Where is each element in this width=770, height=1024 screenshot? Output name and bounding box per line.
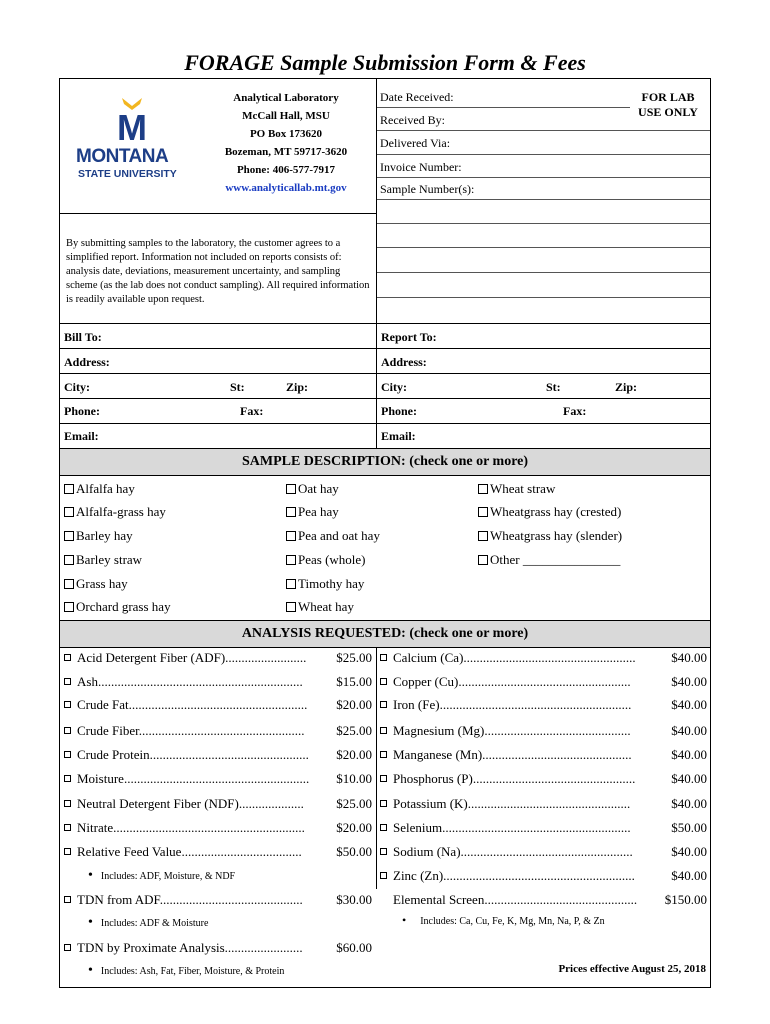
sample-wheat-hay[interactable]: Wheat hay [286,599,354,615]
analysis-ash[interactable]: Ash............................................................... $15.00 [64,674,372,690]
divider [60,398,710,399]
checkbox[interactable] [380,775,387,782]
analysis-tdn-from-adf[interactable]: TDN from ADF............................................ $30.00 [64,892,372,908]
checkbox[interactable] [286,579,296,589]
report-city-label: City: [381,380,407,394]
tdn-proximate-includes-note: • Includes: Ash, Fat, Fiber, Moisture, & Protein [88,963,285,978]
checkbox[interactable] [64,751,71,758]
report-phone-label: Phone: [381,404,417,418]
checkbox[interactable] [64,944,71,951]
lab-address [200,89,372,197]
sample-alfalfa-grass-hay[interactable]: Alfalfa-grass hay [64,504,166,520]
checkbox[interactable] [380,824,387,831]
checkbox[interactable] [380,701,387,708]
field-line [377,107,630,108]
checkbox[interactable] [64,701,71,708]
analysis-crude-fat[interactable]: Crude Fat....................................................... $20.00 [64,697,372,713]
field-line [377,199,710,200]
lab-website-link[interactable]: www.analyticallab.mt.gov [225,182,347,194]
analysis-moisture[interactable]: Moisture......................................................... $10.00 [64,771,372,787]
analysis-zinc[interactable]: Zinc (Zn)........................................................... $40.00 [380,868,707,884]
report-state-label: St: [546,380,561,394]
field-line [377,130,710,131]
prices-effective-note: Prices effective August 25, 2018 [558,963,706,975]
bill-email-label: Email: [64,429,99,443]
analysis-tdn-proximate[interactable]: TDN by Proximate Analysis........................ $60.00 [64,940,372,956]
analysis-copper[interactable]: Copper (Cu)..................................................... $40.00 [380,674,707,690]
sample-barley-straw[interactable]: Barley straw [64,552,142,568]
sample-orchard-grass-hay[interactable]: Orchard grass hay [64,599,171,615]
analysis-iron[interactable]: Iron (Fe)........................................................... $40.00 [380,697,707,713]
report-address-label: Address: [381,355,427,369]
bill-city-label: City: [64,380,90,394]
divider [60,348,710,349]
checkbox[interactable] [64,531,74,541]
checkbox[interactable] [64,727,71,734]
analysis-adf[interactable]: Acid Detergent Fiber (ADF)......................... $25.00 [64,650,372,666]
checkbox[interactable] [380,800,387,807]
sample-peas-whole[interactable]: Peas (whole) [286,552,366,568]
analysis-requested-heading: ANALYSIS REQUESTED: (check one or more) [60,620,710,648]
checkbox[interactable] [380,678,387,685]
rfv-includes-note: • Includes: ADF, Moisture, & NDF [88,868,236,883]
lab-phone: Phone: 406-577-7917 [236,164,336,176]
field-line [377,223,710,224]
tdn-adf-includes-note: • Includes: ADF & Moisture [88,915,209,930]
checkbox[interactable] [64,775,71,782]
checkbox[interactable] [64,848,71,855]
checkbox[interactable] [64,579,74,589]
bill-fax-label: Fax: [240,404,264,418]
checkbox[interactable] [478,484,488,494]
checkbox[interactable] [380,654,387,661]
report-to-label: Report To: [381,330,437,344]
analysis-calcium[interactable]: Calcium (Ca)..................................................... $40.00 [380,650,707,666]
checkbox[interactable] [380,727,387,734]
contact-divider [376,324,377,448]
sample-other[interactable]: Other _______________ [478,552,620,568]
checkbox[interactable] [64,602,74,612]
form-title: FORAGE Sample Submission Form & Fees [184,50,586,75]
sample-description-heading: SAMPLE DESCRIPTION: (check one or more) [60,448,710,476]
received-by-label: Received By: [380,113,445,127]
sample-grass-hay[interactable]: Grass hay [64,576,128,592]
bill-to-label: Bill To: [64,330,102,344]
for-lab-use-only: FOR LAB USE ONLY [638,90,698,119]
analysis-manganese[interactable]: Manganese (Mn).............................................. $40.00 [380,747,707,763]
analysis-crude-protein[interactable]: Crude Protein................................................. $20.00 [64,747,372,763]
disclaimer-text: By submitting samples to the laboratory, the customer agrees to a simplified report. Information not included on reports consists of: analysis date, deviations, measurement uncertainty, and sampling scheme (as the lab does not conduct sampling). All required information is readily available upon request. [66,238,370,305]
lab-name: Analytical Laboratory [233,92,339,104]
sample-timothy-hay[interactable]: Timothy hay [286,576,364,592]
checkbox[interactable] [64,484,74,494]
checkbox[interactable] [478,555,488,565]
bill-address-label: Address: [64,355,110,369]
sample-pea-hay[interactable]: Pea hay [286,504,339,520]
report-zip-label: Zip: [615,380,638,394]
logo-montana: MONTANA [76,146,169,167]
field-line [377,272,710,273]
lab-city: Bozeman, MT 59717-3620 [224,146,348,158]
field-line [377,154,710,155]
sample-pea-and-oat-hay[interactable]: Pea and oat hay [286,528,380,544]
date-received-label: Date Received: [380,90,454,104]
analysis-potassium[interactable]: Potassium (K).................................................. $40.00 [380,796,707,812]
checkbox[interactable] [64,654,71,661]
invoice-number-label: Invoice Number: [380,160,462,174]
checkbox[interactable] [380,848,387,855]
checkbox[interactable] [478,507,488,517]
delivered-via-label: Delivered Via: [380,136,451,150]
checkbox[interactable] [286,484,296,494]
divider [60,373,710,374]
divider [60,423,710,424]
checkbox[interactable] [286,555,296,565]
sample-barley-hay[interactable]: Barley hay [64,528,133,544]
lab-po-box: PO Box 173620 [249,128,323,140]
analysis-crude-fiber[interactable]: Crude Fiber................................................... $25.00 [64,723,372,739]
field-line [377,177,710,178]
bullet-icon: • [402,913,407,927]
checkbox[interactable] [478,531,488,541]
bill-state-label: St: [230,380,245,394]
svg-text:M: M [117,107,147,148]
checkbox[interactable] [64,896,71,903]
field-line [377,297,710,298]
bill-phone-label: Phone: [64,404,100,418]
analysis-ndf[interactable]: Neutral Detergent Fiber (NDF).................... $25.00 [64,796,372,812]
analysis-elemental-screen[interactable]: Elemental Screen............................................... $150.00 [393,892,707,907]
checkbox[interactable] [286,602,296,612]
elemental-includes-note: • Includes: Ca, Cu, Fe, K, Mg, Mn, Na, P, & Zn [402,913,605,927]
header-divider [376,79,377,323]
checkbox[interactable] [64,824,71,831]
analysis-phosphorus[interactable]: Phosphorus (P).................................................. $40.00 [380,771,707,787]
analysis-divider [376,647,377,889]
divider [60,323,710,324]
checkbox[interactable] [64,678,71,685]
report-email-label: Email: [381,429,416,443]
sample-numbers-label: Sample Number(s): [380,182,475,196]
checkbox[interactable] [380,751,387,758]
bill-zip-label: Zip: [286,380,309,394]
sample-wheat-straw[interactable]: Wheat straw [478,481,555,497]
checkbox[interactable] [64,800,71,807]
report-fax-label: Fax: [563,404,587,418]
sample-wheatgrass-crested[interactable]: Wheatgrass hay (crested) [478,504,621,520]
checkbox[interactable] [286,531,296,541]
checkbox[interactable] [64,555,74,565]
analysis-magnesium[interactable]: Magnesium (Mg)............................................. $40.00 [380,723,707,739]
sample-alfalfa-hay[interactable]: Alfalfa hay [64,481,135,497]
checkbox[interactable] [380,872,387,879]
logo-state-university: STATE UNIVERSITY [78,168,177,180]
bullet-icon: • [88,963,93,978]
analysis-sodium[interactable]: Sodium (Na)..................................................... $40.00 [380,844,707,860]
checkbox[interactable] [64,507,74,517]
msu-logo [70,96,195,186]
checkbox[interactable] [286,507,296,517]
analysis-relative-feed-value[interactable]: Relative Feed Value..................................... $50.00 [64,844,372,860]
bullet-icon: • [88,915,93,930]
analysis-selenium[interactable]: Selenium.......................................................... $50.00 [380,820,707,836]
sample-wheatgrass-slender[interactable]: Wheatgrass hay (slender) [478,528,622,544]
lab-building: McCall Hall, MSU [242,110,330,122]
field-line [377,247,710,248]
bullet-icon: • [88,868,93,883]
sample-oat-hay[interactable]: Oat hay [286,481,339,497]
analysis-nitrate[interactable]: Nitrate........................................................... $20.00 [64,820,372,836]
divider [60,213,376,214]
